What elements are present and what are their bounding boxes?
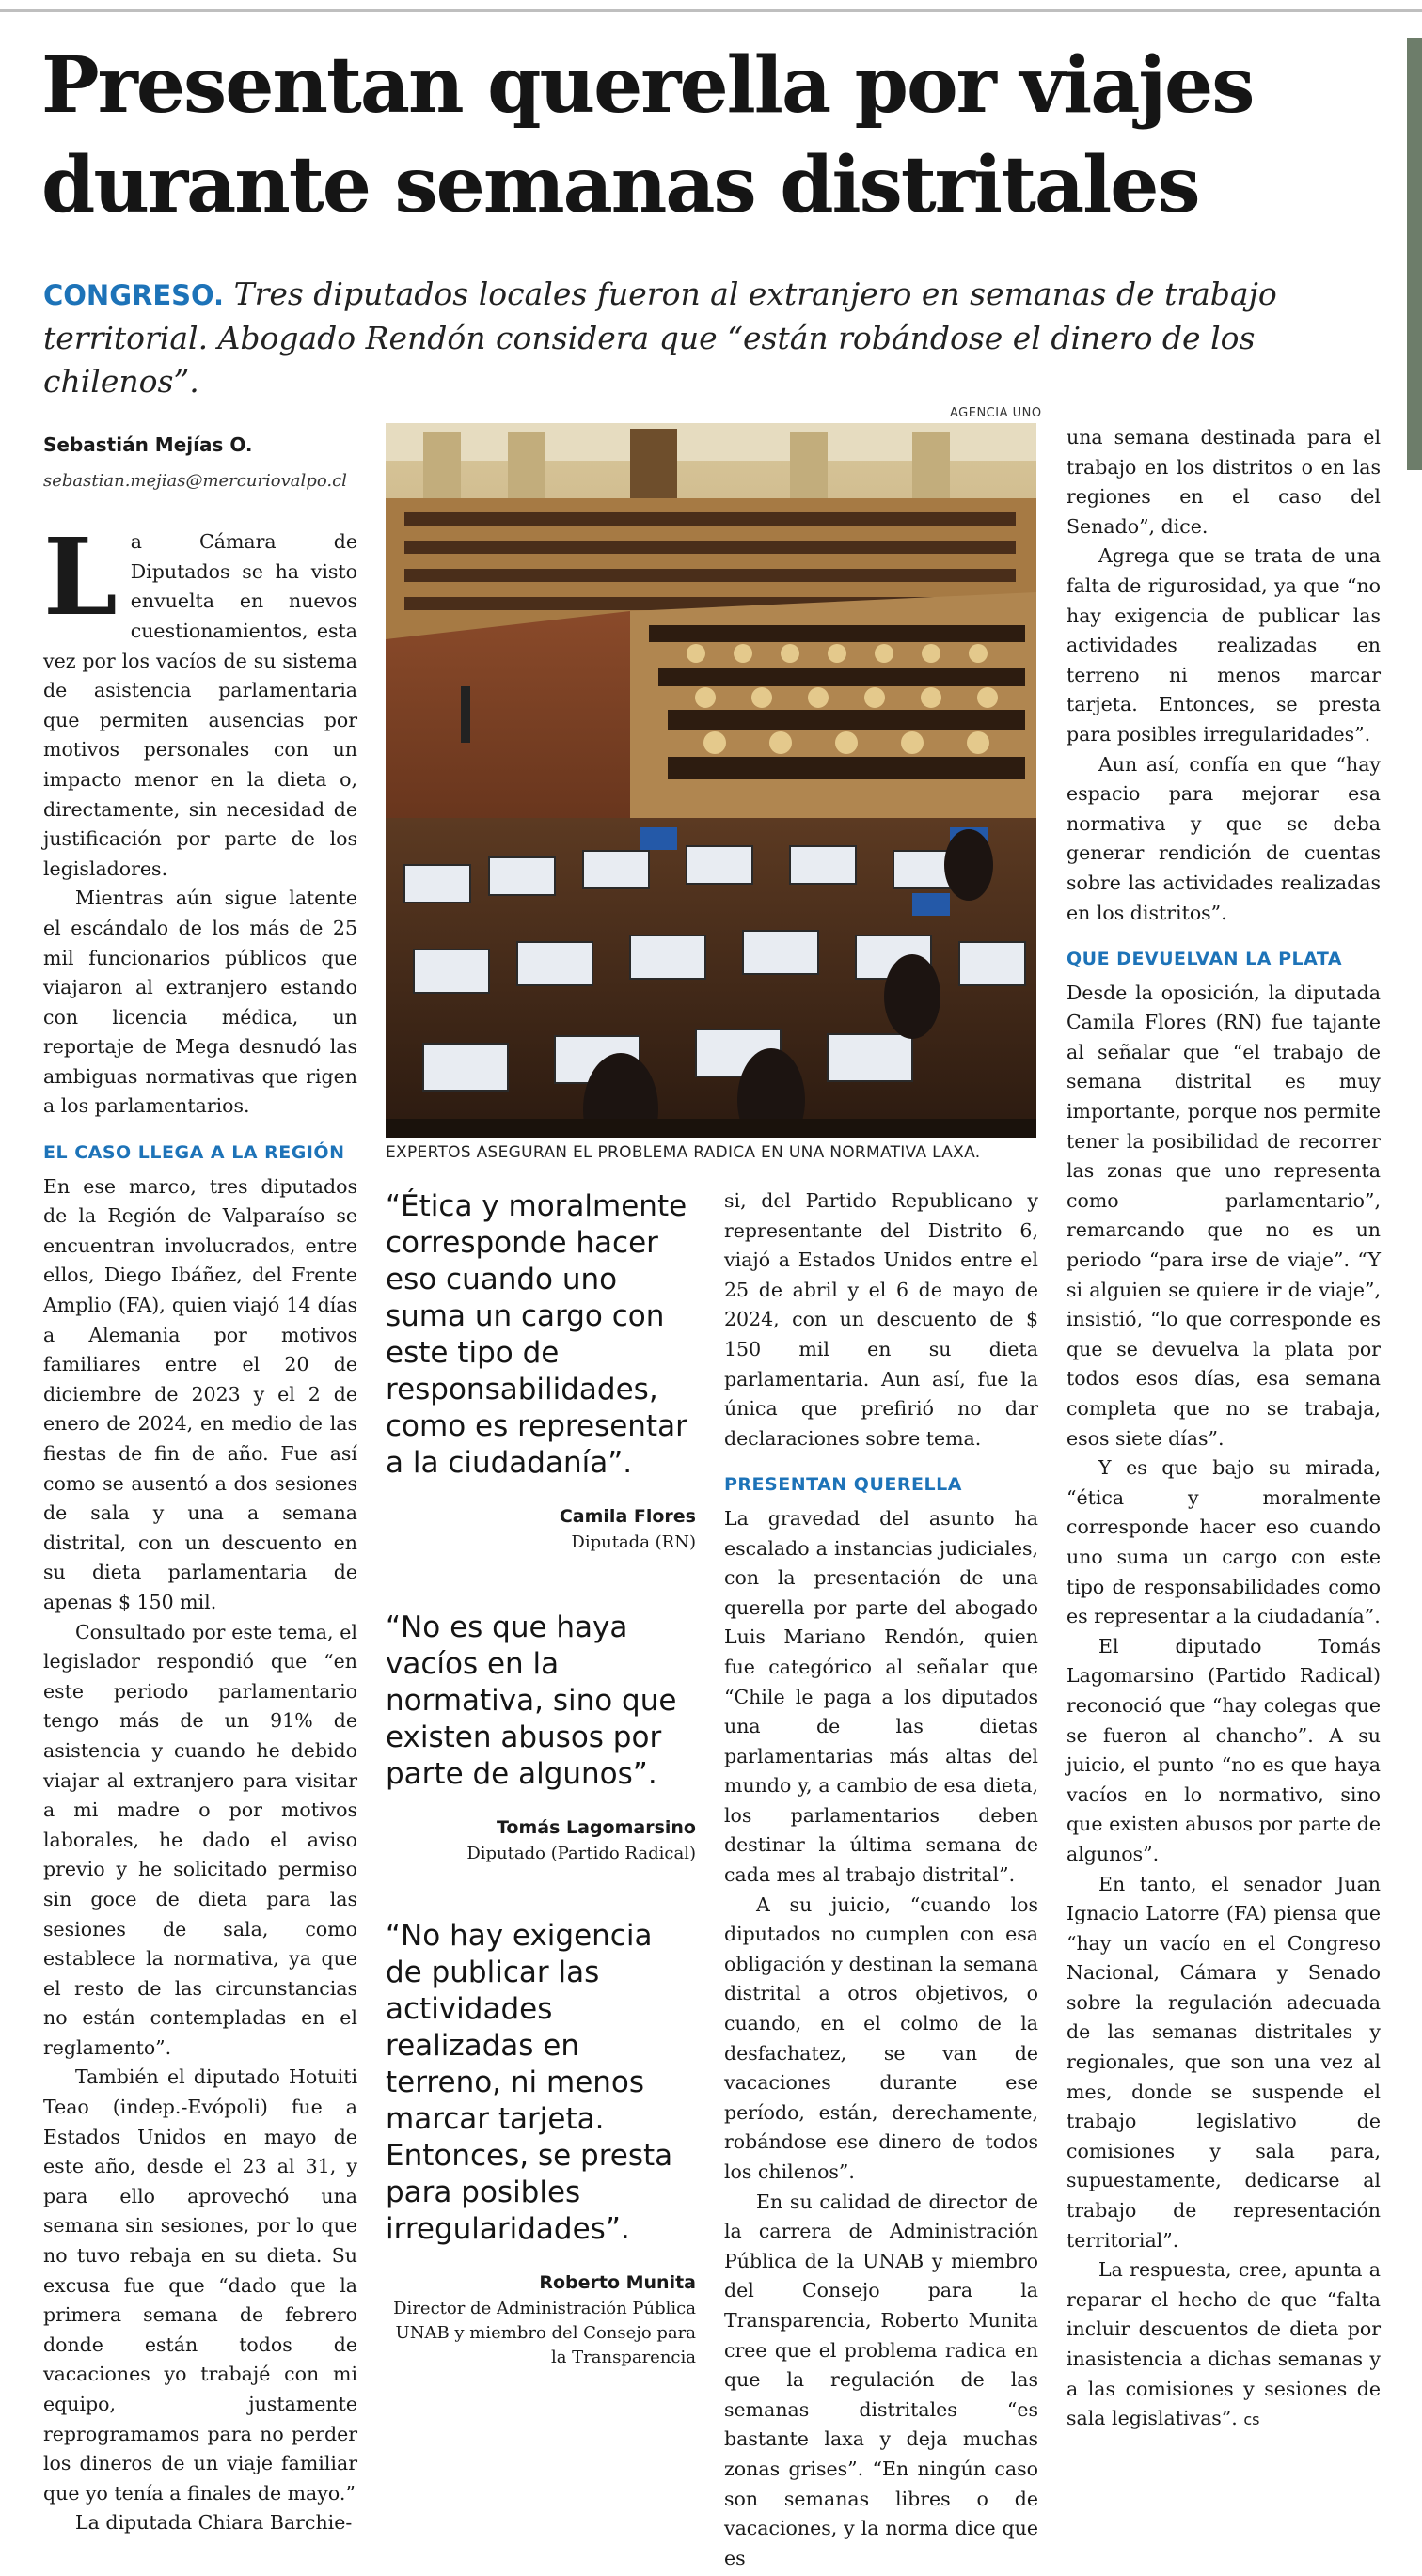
headline: Presentan querella por viajes durante semanas distritales xyxy=(41,40,1254,230)
paragraph: También el diputado Hotuiti Teao (indep.-Evópoli) fue a Estados Unidos en mayo de este año, desde el 23 al 31, y para ello aprovechó una semana sin sesiones, por lo que no tuvo rebaja en su dieta. Su excusa fue que “dado que la primera semana de febrero donde están todos de vacaciones yo trabajé con mi equipo, justamente reprogramamos para no perder los dineros de un viaje familiar que yo tenía a finales de mayo.” xyxy=(43,2066,357,2505)
paragraph: si, del Partido Republicano y representante del Distrito 6, viajó a Estados Unidos entre el 25 de abril y el 6 de mayo de 2024, con un descuento de $ 150 mil en su dieta parlamentaria. Aun así, fue la única que prefirió no dar declaraciones sobre tema. xyxy=(724,1189,1038,1450)
paragraph: En su calidad de director de la carrera de Administración Pública de la UNAB y miembro del Consejo para la Transparencia, Roberto Munita cree que el problema radica en que la regulación de las semanas distritales “es bastante laxa y deja muchas zonas grises”. “En ningún caso son semanas libres o de vacaciones, y la norma dice que es xyxy=(724,2190,1038,2569)
deck-text: Tres diputados locales fueron al extranjero en semanas de trabajo territorial. Abogado Rendón considera que “están robándose el dinero de los chilenos”. xyxy=(43,275,1277,400)
byline-name: Sebastián Mejías O. xyxy=(43,433,253,456)
pull-quote-name: Camila Flores xyxy=(559,1506,696,1527)
section-heading-querella: PRESENTAN QUERELLA xyxy=(724,1474,962,1496)
paragraph: Consultado por este tema, el legislador respondió que “en este periodo parlamentario tengo más de un 91% de asistencia y cuando he debido viajar al extranjero para visitar a mi madre o por motivos laborales, he dado el aviso previo y he solicitado permiso sin goce de dieta para las sesiones de sala, como establece la normativa, ya que el resto de las circunstancias no están contempladas en el reglamento”. xyxy=(43,1620,357,2059)
pull-quote-text: “No hay exigencia de publicar las actividades realizadas en terreno, ni menos marcar tarjeta. Entonces, se presta para posibles irregularidades”. xyxy=(386,1919,673,2246)
paragraph: El diputado Tomás Lagomarsino (Partido Radical) reconoció que “hay colegas que se fueron al chancho”. A su juicio, el punto “no es que haya vacíos en lo normativo, sino que existen abusos por parte de algunos”. xyxy=(1066,1634,1381,1865)
pull-quote-name: Roberto Munita xyxy=(539,2272,696,2293)
paragraph: En tanto, el senador Juan Ignacio Latorre (FA) piensa que “hay un vacío en el Congreso Nacional, Cámara y Senado sobre la regulación adecuada de las semanas distritales y regionales, que son una vez al mes, donde se suspende el trabajo legislativo de comisiones y sala para, supuestamente, dedicarse al trabajo de representación territorial”. xyxy=(1066,1872,1381,2252)
chamber-photo xyxy=(386,423,1036,1138)
pull-quote-lagomarsino xyxy=(386,1610,696,1866)
end-mark: cs xyxy=(1243,2411,1260,2429)
column-4 xyxy=(1066,423,1381,2435)
paragraph: Y es que bajo su mirada, “ética y moralmente corresponde hacer eso cuando uno suma un cargo con este tipo de responsabilidades como es representar a la ciudadanía”. xyxy=(1066,1456,1381,1628)
pull-quote-name: Tomás Lagomarsino xyxy=(496,1817,696,1838)
lead-text: a Cámara de Diputados se ha visto envuelta en nuevos cuestionamientos, esta vez por los vacíos de su sistema de asistencia parlamentaria que permiten ausencias por motivos personales con un impacto menor en la dieta o, directamente, sin necesidad de justificación por parte de los legisladores. xyxy=(43,530,357,880)
paragraph: A su juicio, “cuando los diputados no cumplen con esa obligación y destinan la semana distrital a otros objetivos, o cuando, en el colmo de la desfachatez, se van de vacaciones durante ese período, están, derechamente, robándose ese dinero de todos los chilenos”. xyxy=(724,1893,1038,2183)
top-rule xyxy=(0,9,1422,12)
column-1 xyxy=(43,431,357,2538)
pull-quote-flores xyxy=(386,1188,696,1555)
pull-quote-role: Diputado (Partido Radical) xyxy=(466,1844,696,1863)
section-heading-plata: QUE DEVUELVAN LA PLATA xyxy=(1066,949,1343,970)
byline-email: sebastian.mejias@mercuriovalpo.cl xyxy=(43,470,347,491)
deck-kicker: CONGRESO. xyxy=(43,279,225,311)
pull-quote-text: “Ética y moralmente corresponde hacer eso cuando uno suma un cargo con este tipo de responsabilidades, como es representar a la ciudadanía”. xyxy=(386,1189,687,1480)
pull-quote-role: Diputada (RN) xyxy=(571,1532,696,1552)
paragraph: La diputada Chiara Barchie- xyxy=(75,2511,353,2535)
pull-quote-munita xyxy=(386,1918,696,2370)
dropcap: L xyxy=(43,516,118,640)
paragraph: Aun así, confía en que “hay espacio para mejorar esa normativa y que se deba generar rendición de cuentas sobre las actividades realizadas en los distritos”. xyxy=(1066,752,1381,924)
paragraph: una semana destinada para el trabajo en los distritos o en las regiones en el caso del Senado”, dice. xyxy=(1066,426,1381,538)
section-heading-region: EL CASO LLEGA A LA REGIÓN xyxy=(43,1142,345,1164)
column-3 xyxy=(724,1186,1038,2573)
paragraph: Desde la oposición, la diputada Camila Flores (RN) fue tajante al señalar que “el trabajo de semana distrital es muy importante, porque nos permite tener la posibilidad de recorrer las zonas que uno representa como parlamentario”, remarcando que no es un periodo “para irse de viaje”. “Y si alguien se quiere ir de viaje”, insistió, “lo que corresponde es que se devuelva la plata por todos esos días, esa semana completa que no se trabaja, esos siete días”. xyxy=(1066,981,1381,1450)
paragraph xyxy=(1066,2255,1381,2435)
paragraph: En ese marco, tres diputados de la Región de Valparaíso se encuentran involucrados, entre ellos, Diego Ibáñez, del Frente Amplio (FA), quien viajó 14 días a Alemania por motivos familiares entre el 20 de diciembre de 2023 y el 2 de enero de 2024, en medio de las fiestas de fin de año. Fue así como se ausentó a dos sesiones de sala y una a semana distrital, con un descuento en su dieta parlamentaria de apenas $ 150 mil. xyxy=(43,1174,357,1613)
paragraph: Mientras aún sigue latente el escándalo de los más de 25 mil funcionarios públicos que viajaron al extranjero estando con licencia médica, un reportaje de Mega desnudó las ambiguas normativas que rigen a los parlamentarios. xyxy=(43,887,357,1118)
lead-paragraph xyxy=(43,516,357,884)
paragraph: La gravedad del asunto ha escalado a instancias judiciales, con la presentación de una querella por parte del abogado Luis Mariano Rendón, quien fue categórico al señalar que “Chile le paga a los diputados una de las dietas parlamentarias más altas del mundo y, a cambio de esa dieta, los parlamentarios deben destinar la última semana de cada mes al trabajo distrital”. xyxy=(724,1506,1038,1887)
deck xyxy=(43,273,1398,403)
photo-caption: EXPERTOS ASEGURAN EL PROBLEMA RADICA EN UNA NORMATIVA LAXA. xyxy=(386,1143,981,1162)
pull-quote-role: Director de Administración Pública UNAB y miembro del Consejo para la Transparencia xyxy=(393,2299,696,2367)
adjacent-page-edge xyxy=(1407,38,1422,2576)
pull-quote-text: “No es que haya vacíos en la normativa, sino que existen abusos por parte de algunos”. xyxy=(386,1610,677,1791)
photo-credit: AGENCIA UNO xyxy=(950,406,1042,420)
last-paragraph-text: La respuesta, cree, apunta a reparar el hecho de que “falta incluir descuentos de dieta por inasistencia a dichas semanas y a las comisiones y sesiones de sala legislativas”. xyxy=(1066,2258,1381,2430)
paragraph: Agrega que se trata de una falta de rigurosidad, ya que “no hay exigencia de publicar las actividades realizadas en terreno ni menos marcar tarjeta. Entonces, se presta para posibles irregularidades”. xyxy=(1066,544,1381,746)
